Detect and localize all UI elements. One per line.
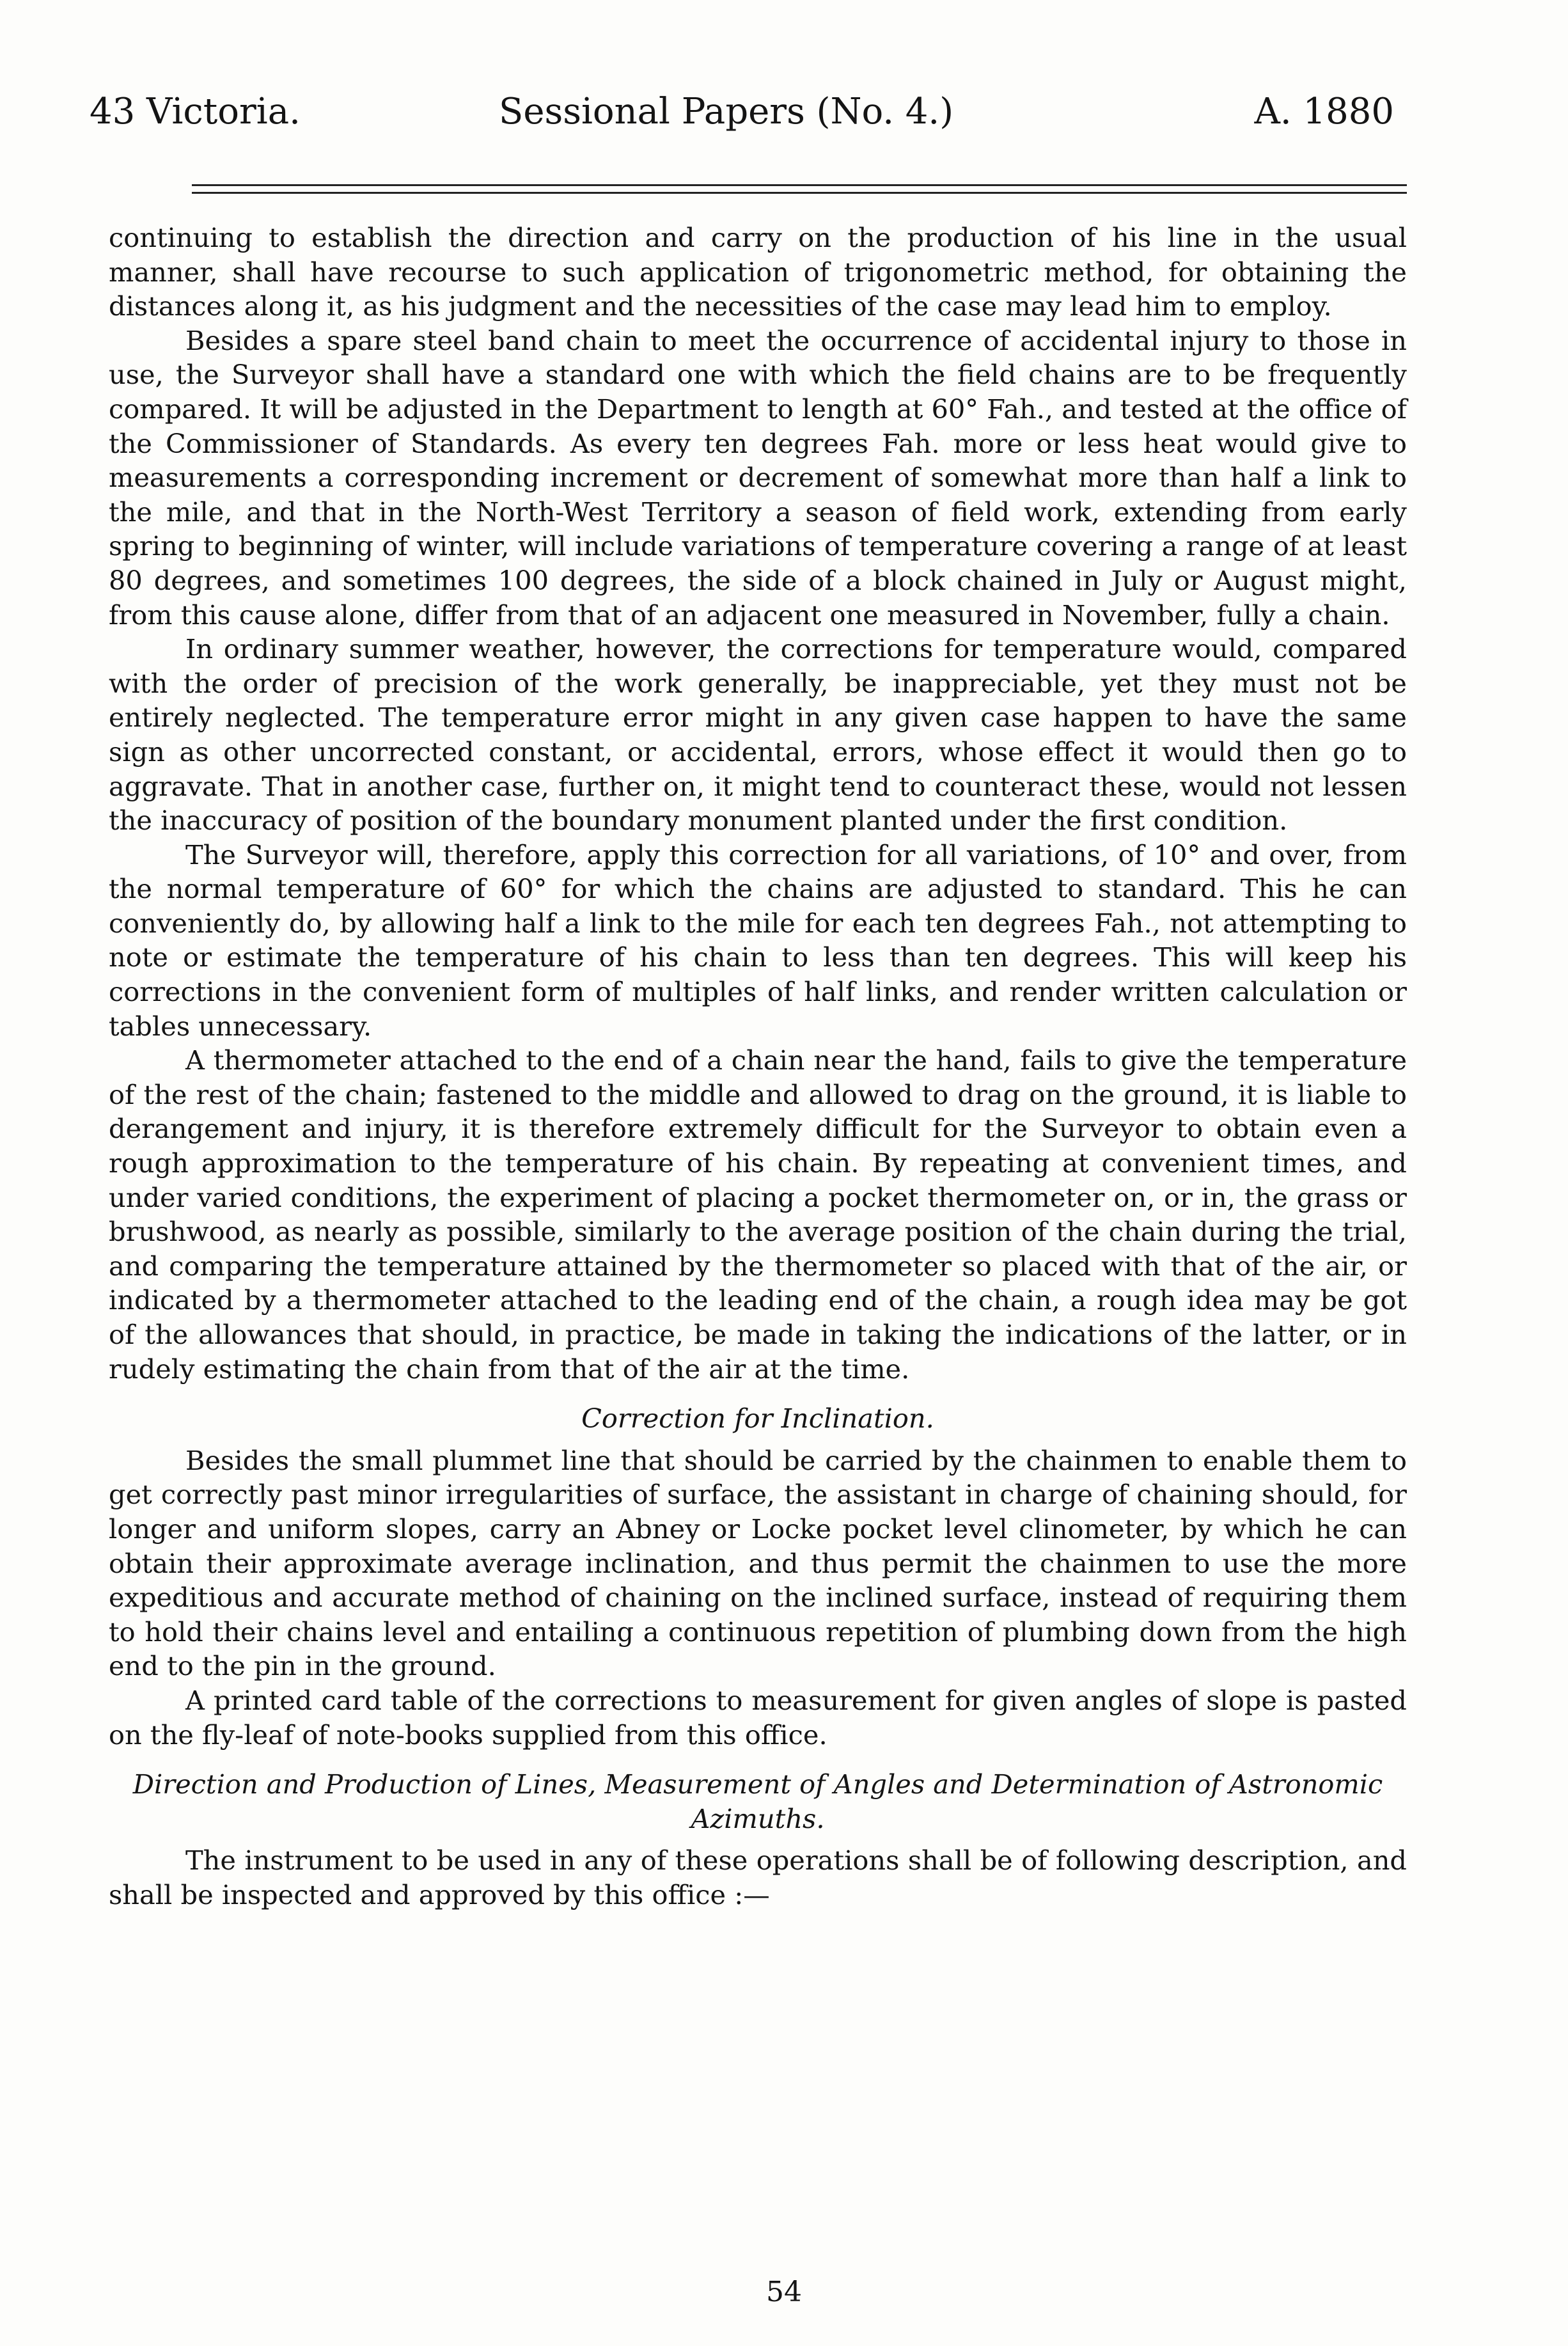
section-heading-direction: Direction and Production of Lines, Measurement of Angles and Determination of Astronomic Azimuths.: [132, 1768, 1383, 1834]
header-rule-top: [192, 184, 1407, 186]
paragraph-standard-chain: Besides a spare steel band chain to meet the occurrence of accidental injury to those in use, the Surveyor shall have a standard one with which the field chains are to be frequently compared. It will be adjusted in the Department to length at 60° Fah., and tested at the office of the Commissioner of Standards. As every ten degrees Fah. more or less heat would give to measurements a corresponding increment or decrement of somewhat more than half a link to the mile, and that in the North-West Territory a season of field work, extending from early spring to beginning of winter, will include variations of temperature covering a range of at least 80 degrees, and sometimes 100 degrees, the side of a block chained in July or August might, from this cause alone, differ from that of an adjacent one measured in November, fully a chain.: [109, 324, 1407, 631]
paragraph-continuation: continuing to establish the direction and carry on the production of his line in the usual manner, shall have recourse to such application of trigonometric method, for obtaining the distances along it, as his judgment and the necessities of the case may lead him to employ.: [109, 222, 1407, 322]
paragraph-correction-rule: The Surveyor will, therefore, apply this correction for all variations, of 10° and over, from the normal temperature of 60° for which the chains are adjusted to standard. This he can conveniently do, by allowing half a link to the mile for each ten degrees Fah., not attempting to note or estimate the temperature of his chain to less than ten degrees. This will keep his corrections in the convenient form of multiples of half links, and render written calculation or tables unnecessary.: [109, 838, 1407, 1042]
body-text: [109, 221, 1407, 1912]
header-volume: 43 Victoria.: [90, 91, 301, 132]
paragraph-summer-weather: In ordinary summer weather, however, the corrections for temperature would, compared with the order of precision of the work generally, be inappreciable, yet they must not be entirely neglected. The temperature error might in any given case happen to have the same sign as other uncorrected constant, or accidental, errors, whose effect it would then go to aggravate. That in another case, further on, it might tend to counteract these, would not lessen the inaccuracy of position of the boundary monument planted under the first condition.: [109, 633, 1407, 837]
paragraph-instrument: The instrument to be used in any of these operations shall be of following description, and shall be inspected and approved by this office :—: [109, 1845, 1407, 1910]
paragraph-thermometer: A thermometer attached to the end of a chain near the hand, fails to give the temperature of the rest of the chain; fastened to the middle and allowed to drag on the ground, it is liable to derangement and injury, it is therefore extremely difficult for the Surveyor to obtain even a rough approximation to the temperature of his chain. By repeating at convenient times, and under varied conditions, the experiment of placing a pocket thermometer on, or in, the grass or brushwood, as nearly as possible, similarly to the average position of the chain during the trial, and comparing the temperature attained by the thermometer so placed with that of the air, or indicated by a thermometer attached to the leading end of the chain, a rough idea may be got of the allowances that should, in practice, be made in taking the indications of the latter, or in rudely estimating the chain from that of the air at the time.: [109, 1044, 1407, 1385]
paragraph-card-table: A printed card table of the corrections to measurement for given angles of slope is pasted on the fly-leaf of note-books supplied from this office.: [109, 1684, 1407, 1751]
paragraph-plummet-line: Besides the small plummet line that should be carried by the chainmen to enable them to get correctly past minor irregularities of surface, the assistant in charge of chaining should, for longer and uniform slopes, carry an Abney or Locke pocket level clinometer, by which he can obtain their approximate average inclination, and thus permit the chainmen to use the more expeditious and accurate method of chaining on the inclined surface, instead of requiring them to hold their chains level and entailing a continuous repetition of plumbing down from the high end to the pin in the ground.: [109, 1444, 1407, 1682]
header-year: A. 1880: [1254, 91, 1394, 132]
header-title: Sessional Papers (No. 4.): [499, 91, 954, 132]
section-heading-inclination: Correction for Inclination.: [581, 1403, 934, 1435]
page-number: 54: [766, 2276, 802, 2308]
header-rule-bottom: [192, 192, 1407, 194]
running-header: [90, 83, 1394, 141]
